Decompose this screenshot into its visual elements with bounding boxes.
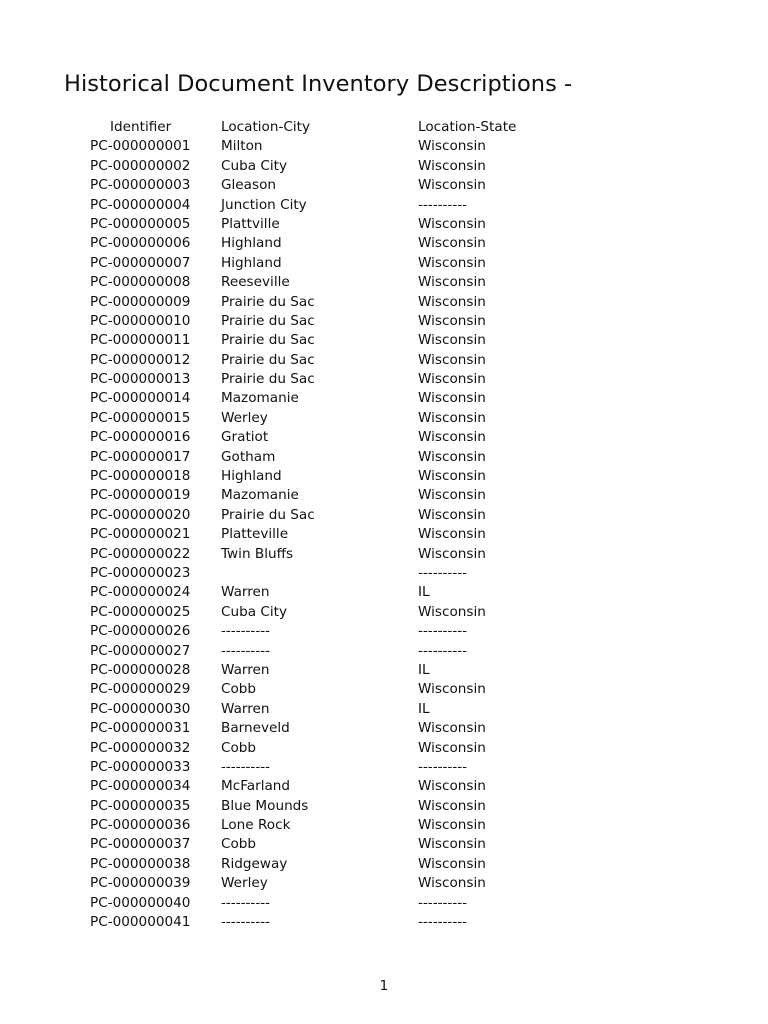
cell-location-state: IL bbox=[418, 584, 430, 601]
table-row bbox=[0, 506, 768, 525]
cell-location-city: Highland bbox=[221, 468, 282, 485]
cell-identifier: PC-000000031 bbox=[90, 720, 191, 737]
cell-identifier: PC-000000034 bbox=[90, 778, 191, 795]
cell-location-city: Gotham bbox=[221, 448, 276, 465]
cell-location-city: Werley bbox=[221, 875, 268, 892]
cell-identifier: PC-000000012 bbox=[90, 351, 191, 368]
cell-location-city: Blue Mounds bbox=[221, 797, 309, 814]
table-row bbox=[0, 273, 768, 292]
cell-location-city: ---------- bbox=[221, 894, 271, 911]
cell-location-state: Wisconsin bbox=[418, 351, 486, 368]
cell-identifier: PC-000000020 bbox=[90, 506, 191, 523]
cell-location-state: Wisconsin bbox=[418, 545, 486, 562]
page-number: 1 bbox=[379, 978, 389, 994]
cell-identifier: PC-000000014 bbox=[90, 390, 191, 407]
cell-location-state: Wisconsin bbox=[418, 468, 486, 485]
cell-identifier: PC-000000018 bbox=[90, 468, 191, 485]
cell-identifier: PC-000000010 bbox=[90, 312, 191, 329]
table-row bbox=[0, 525, 768, 544]
table-row bbox=[0, 622, 768, 641]
cell-location-state: Wisconsin bbox=[418, 720, 486, 737]
table-row bbox=[0, 797, 768, 816]
cell-identifier: PC-000000005 bbox=[90, 215, 191, 232]
cell-location-city: ---------- bbox=[221, 642, 271, 659]
cell-location-state: Wisconsin bbox=[418, 177, 486, 194]
table-row bbox=[0, 564, 768, 583]
cell-location-city: Prairie du Sac bbox=[221, 506, 315, 523]
cell-identifier: PC-000000021 bbox=[90, 526, 191, 543]
cell-identifier: PC-000000019 bbox=[90, 487, 191, 504]
cell-location-city: McFarland bbox=[221, 778, 291, 795]
cell-identifier: PC-000000035 bbox=[90, 797, 191, 814]
cell-location-state: Wisconsin bbox=[418, 138, 486, 155]
cell-location-state: Wisconsin bbox=[418, 487, 486, 504]
table-row bbox=[0, 642, 768, 661]
cell-location-state: ---------- bbox=[418, 642, 468, 659]
cell-identifier: PC-000000032 bbox=[90, 739, 191, 756]
cell-location-city: Cobb bbox=[221, 739, 257, 756]
table-row bbox=[0, 739, 768, 758]
cell-location-city: Werley bbox=[221, 409, 268, 426]
cell-location-state: ---------- bbox=[418, 894, 468, 911]
cell-identifier: PC-000000011 bbox=[90, 332, 191, 349]
cell-location-city: ---------- bbox=[221, 914, 271, 931]
cell-location-state: Wisconsin bbox=[418, 312, 486, 329]
cell-identifier: PC-000000041 bbox=[90, 914, 191, 931]
cell-location-city: Highland bbox=[221, 254, 282, 271]
table-header-row bbox=[0, 118, 768, 137]
cell-location-city: Prairie du Sac bbox=[221, 332, 315, 349]
cell-identifier: PC-000000013 bbox=[90, 371, 191, 388]
cell-location-state: Wisconsin bbox=[418, 526, 486, 543]
cell-location-state: Wisconsin bbox=[418, 855, 486, 872]
cell-identifier: PC-000000003 bbox=[90, 177, 191, 194]
cell-location-city: Highland bbox=[221, 235, 282, 252]
cell-location-state: Wisconsin bbox=[418, 448, 486, 465]
cell-identifier: PC-000000038 bbox=[90, 855, 191, 872]
header-location-state: Location-State bbox=[418, 119, 517, 135]
cell-location-state: Wisconsin bbox=[418, 778, 486, 795]
cell-location-city: Milton bbox=[221, 138, 263, 155]
table-row bbox=[0, 331, 768, 350]
cell-location-city: Warren bbox=[221, 700, 270, 717]
table-row bbox=[0, 389, 768, 408]
cell-location-state: Wisconsin bbox=[418, 506, 486, 523]
table-row bbox=[0, 234, 768, 253]
cell-location-state: IL bbox=[418, 700, 430, 717]
cell-location-city: ---------- bbox=[221, 623, 271, 640]
cell-location-state: Wisconsin bbox=[418, 332, 486, 349]
cell-location-city: Junction City bbox=[221, 196, 307, 213]
table-row bbox=[0, 700, 768, 719]
cell-location-state: Wisconsin bbox=[418, 371, 486, 388]
cell-location-city: Barneveld bbox=[221, 720, 290, 737]
table-row bbox=[0, 894, 768, 913]
cell-location-city: Prairie du Sac bbox=[221, 312, 315, 329]
cell-location-city: Ridgeway bbox=[221, 855, 288, 872]
table-row bbox=[0, 370, 768, 389]
cell-location-city: Cobb bbox=[221, 836, 257, 853]
cell-location-state: Wisconsin bbox=[418, 293, 486, 310]
table-row bbox=[0, 312, 768, 331]
cell-location-city: Warren bbox=[221, 584, 270, 601]
cell-location-state: ---------- bbox=[418, 196, 468, 213]
cell-identifier: PC-000000039 bbox=[90, 875, 191, 892]
header-location-city: Location-City bbox=[221, 119, 311, 135]
cell-identifier: PC-000000022 bbox=[90, 545, 191, 562]
cell-identifier: PC-000000040 bbox=[90, 894, 191, 911]
table-row bbox=[0, 758, 768, 777]
cell-location-state: Wisconsin bbox=[418, 797, 486, 814]
table-row bbox=[0, 351, 768, 370]
cell-location-state: Wisconsin bbox=[418, 235, 486, 252]
cell-location-state: ---------- bbox=[418, 564, 468, 581]
table-row bbox=[0, 835, 768, 854]
document-title: Historical Document Inventory Descriptions - bbox=[64, 71, 573, 97]
cell-identifier: PC-000000026 bbox=[90, 623, 191, 640]
cell-location-city: Lone Rock bbox=[221, 817, 291, 834]
cell-location-state: Wisconsin bbox=[418, 254, 486, 271]
cell-location-city: Gleason bbox=[221, 177, 277, 194]
cell-location-city: Cuba City bbox=[221, 157, 288, 174]
cell-identifier: PC-000000009 bbox=[90, 293, 191, 310]
cell-location-city: Mazomanie bbox=[221, 390, 299, 407]
table-row bbox=[0, 467, 768, 486]
cell-location-city: Platteville bbox=[221, 526, 289, 543]
cell-location-state: Wisconsin bbox=[418, 409, 486, 426]
cell-location-city: Twin Bluffs bbox=[221, 545, 294, 562]
cell-identifier: PC-000000015 bbox=[90, 409, 191, 426]
cell-identifier: PC-000000001 bbox=[90, 138, 191, 155]
table-row bbox=[0, 855, 768, 874]
cell-identifier: PC-000000002 bbox=[90, 157, 191, 174]
cell-location-state: Wisconsin bbox=[418, 836, 486, 853]
cell-location-state: Wisconsin bbox=[418, 817, 486, 834]
cell-identifier: PC-000000025 bbox=[90, 603, 191, 620]
cell-identifier: PC-000000007 bbox=[90, 254, 191, 271]
cell-identifier: PC-000000037 bbox=[90, 836, 191, 853]
table-row bbox=[0, 777, 768, 796]
cell-location-state: ---------- bbox=[418, 623, 468, 640]
cell-location-state: IL bbox=[418, 661, 430, 678]
table-row bbox=[0, 545, 768, 564]
table-row bbox=[0, 409, 768, 428]
cell-location-city: Plattville bbox=[221, 215, 280, 232]
cell-location-state: Wisconsin bbox=[418, 739, 486, 756]
cell-location-state: ---------- bbox=[418, 914, 468, 931]
table-row bbox=[0, 680, 768, 699]
header-identifier: Identifier bbox=[110, 119, 172, 135]
cell-location-city: Gratiot bbox=[221, 429, 269, 446]
table-row bbox=[0, 254, 768, 273]
cell-location-state: Wisconsin bbox=[418, 681, 486, 698]
table-row bbox=[0, 157, 768, 176]
table-row bbox=[0, 196, 768, 215]
cell-location-state: Wisconsin bbox=[418, 274, 486, 291]
cell-location-city: Reeseville bbox=[221, 274, 290, 291]
table-row bbox=[0, 913, 768, 932]
cell-identifier: PC-000000023 bbox=[90, 564, 191, 581]
table-row bbox=[0, 486, 768, 505]
cell-location-state: Wisconsin bbox=[418, 390, 486, 407]
cell-location-city: Mazomanie bbox=[221, 487, 299, 504]
cell-location-city: Prairie du Sac bbox=[221, 293, 315, 310]
table-row bbox=[0, 428, 768, 447]
cell-location-state: Wisconsin bbox=[418, 157, 486, 174]
cell-location-city: Warren bbox=[221, 661, 270, 678]
cell-location-city: Prairie du Sac bbox=[221, 371, 315, 388]
cell-identifier: PC-000000016 bbox=[90, 429, 191, 446]
table-row bbox=[0, 448, 768, 467]
table-row bbox=[0, 661, 768, 680]
cell-identifier: PC-000000027 bbox=[90, 642, 191, 659]
cell-identifier: PC-000000036 bbox=[90, 817, 191, 834]
cell-location-state: ---------- bbox=[418, 758, 468, 775]
inventory-table bbox=[0, 118, 768, 932]
cell-identifier: PC-000000033 bbox=[90, 758, 191, 775]
cell-identifier: PC-000000029 bbox=[90, 681, 191, 698]
table-row bbox=[0, 816, 768, 835]
cell-identifier: PC-000000008 bbox=[90, 274, 191, 291]
table-row bbox=[0, 583, 768, 602]
cell-location-state: Wisconsin bbox=[418, 875, 486, 892]
table-row bbox=[0, 176, 768, 195]
cell-identifier: PC-000000028 bbox=[90, 661, 191, 678]
table-row bbox=[0, 719, 768, 738]
cell-location-city: Prairie du Sac bbox=[221, 351, 315, 368]
table-row bbox=[0, 215, 768, 234]
cell-location-state: Wisconsin bbox=[418, 215, 486, 232]
cell-location-state: Wisconsin bbox=[418, 603, 486, 620]
table-row bbox=[0, 293, 768, 312]
table-row bbox=[0, 874, 768, 893]
cell-location-city: ---------- bbox=[221, 758, 271, 775]
cell-identifier: PC-000000004 bbox=[90, 196, 191, 213]
cell-identifier: PC-000000030 bbox=[90, 700, 191, 717]
cell-location-state: Wisconsin bbox=[418, 429, 486, 446]
table-row bbox=[0, 603, 768, 622]
cell-identifier: PC-000000024 bbox=[90, 584, 191, 601]
cell-identifier: PC-000000017 bbox=[90, 448, 191, 465]
table-body bbox=[0, 137, 768, 932]
table-row bbox=[0, 137, 768, 156]
cell-location-city: Cuba City bbox=[221, 603, 288, 620]
cell-location-city: Cobb bbox=[221, 681, 257, 698]
cell-identifier: PC-000000006 bbox=[90, 235, 191, 252]
